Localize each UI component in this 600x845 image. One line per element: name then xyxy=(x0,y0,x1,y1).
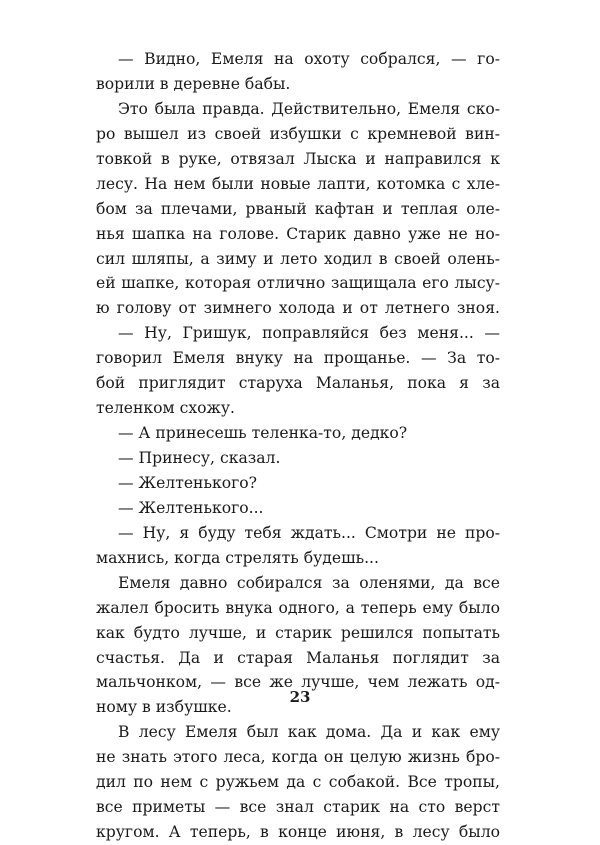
text-line: Емеля давно собирался за оленями, да все xyxy=(118,573,500,592)
text-line: ю голову от зимнего холода и от летнего зноя. xyxy=(96,299,500,318)
text-line: бом за плечами, рваный кафтан и теплая оле- xyxy=(96,199,500,218)
text-line: махнись, когда стрелять будешь... xyxy=(96,548,379,567)
text-line: не знать этого леса, когда он целую жизнь бро- xyxy=(96,748,500,767)
text-line: ному в избушке. xyxy=(96,698,232,717)
text-line: — Ну, я буду тебя ждать... Смотри не про- xyxy=(118,523,500,542)
paragraph xyxy=(96,471,500,496)
text-line: — Принесу, сказал. xyxy=(118,449,281,467)
text-line: ро вышел из своей избушки с кремневой вин- xyxy=(96,124,500,143)
text-line: все приметы — все знал старик на сто верст xyxy=(96,798,500,817)
text-line: кругом. А теперь, в конце июня, в лесу было xyxy=(96,823,500,842)
paragraph xyxy=(96,47,500,97)
text-line: теленком схожу. xyxy=(96,399,235,418)
paragraph xyxy=(96,97,500,321)
text-line: говорил Емеля внуку на прощанье. — За то- xyxy=(96,349,500,368)
paragraph xyxy=(96,521,500,571)
text-line: — Ну, Гришук, поправляйся без меня... — xyxy=(118,324,500,343)
text-line: бой приглядит старуха Маланья, пока я за xyxy=(96,374,500,393)
text-line: — Желтенького? xyxy=(118,473,257,492)
text-line: жалел бросить внука одного, а теперь ему было xyxy=(96,598,500,617)
paragraph xyxy=(96,446,500,471)
text-line: нья шапка на голове. Старик давно уже не но- xyxy=(96,224,500,243)
text-line: счастья. Да и старая Маланья поглядит за xyxy=(96,648,500,667)
text-line: дил по нем с ружьем да с собакой. Все тропы, xyxy=(96,773,500,792)
text-line: — А принесешь теленка-то, дедко? xyxy=(118,424,408,443)
text-line: Это была правда. Действительно, Емеля ско- xyxy=(118,99,500,118)
text-line: ворили в деревне бабы. xyxy=(96,74,291,93)
paragraph xyxy=(96,321,500,421)
text-line: В лесу Емеля был как дома. Да и как ему xyxy=(118,723,500,742)
text-line: — Желтенького... xyxy=(118,498,264,517)
text-line: товкой в руке, отвязал Лыска и направился к xyxy=(96,149,500,168)
text-page xyxy=(96,47,500,845)
page-number: 23 xyxy=(289,688,311,706)
text-line: — Видно, Емеля на охоту собрался, — го- xyxy=(118,50,500,68)
text-line: мальчонком, — все же лучше, чем лежать од- xyxy=(96,673,500,692)
text-line: лесу. На нем были новые лапти, котомка с хле- xyxy=(96,174,500,193)
text-line: сил шляпы, а зиму и лето ходил в своей олень- xyxy=(96,249,500,268)
paragraph xyxy=(96,496,500,521)
text-line: ей шапке, которая отлично защищала его лысу- xyxy=(96,274,500,293)
text-line: как будто лучше, и старик решился попытать xyxy=(96,623,500,642)
paragraph xyxy=(96,720,500,845)
paragraph xyxy=(96,421,500,446)
